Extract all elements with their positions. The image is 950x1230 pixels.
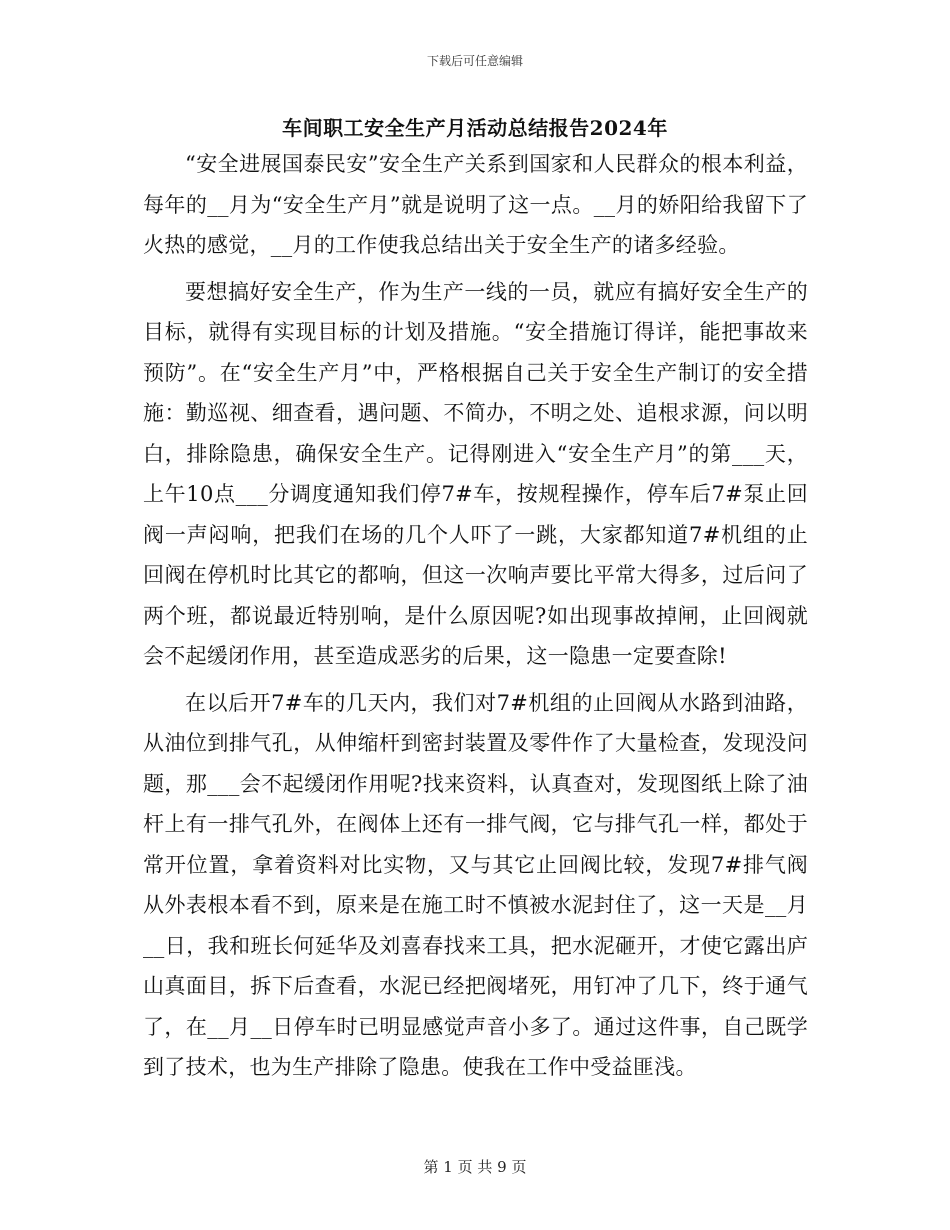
page-number: 第 1 页 共 9 页 [423,1158,527,1176]
header-note: 下载后可任意编辑 [426,54,523,68]
paragraph-2: 要想搞好安全生产，作为生产一线的一员，就应有搞好安全生产的目标，就得有实现目标的计划及措施。“安全措施订得详，能把事故来预防”。在“安全生产月”中，严格根据自己关于安全生产制订的安全措施：勤巡视、细查看，遇问题、不简办，不明之处、追根求源，问以明白，排除隐患，确保安全生产。记得刚进入“安全生产月”的第___天，上午10点___分调度通知我们停7#车，按规程操作，停车后7#泵止回阀一声闷响，把我们在场的几个人吓了一跳，大家都知道7#机组的止回阀在停机时比其它的都响，但这一次响声要比平常大得多，过后问了两个班，都说最近特别响，是什么原因呢?如出现事故掉闸，止回阀就会不起缓闭作用，甚至造成恶劣的后果，这一隐患一定要查除! [143,279,808,668]
document-body [143,144,808,1094]
paragraph-1: “安全进展国泰民安”安全生产关系到国家和人民群众的根本利益，每年的__月为“安全生产月”就是说明了这一点。__月的娇阳给我留下了火热的感觉，__月的工作使我总结出关于安全生产的诸多经验。 [143,152,808,257]
paragraph-3: 在以后开7#车的几天内，我们对7#机组的止回阀从水路到油路，从油位到排气孔，从伸缩杆到密封装置及零件作了大量检查，发现没问题，那___会不起缓闭作用呢?找来资料，认真查对，发现图纸上除了油杆上有一排气孔外，在阀体上还有一排气阀，它与排气孔一样，都处于常开位置，拿着资料对比实物，又与其它止回阀比较，发现7#排气阀从外表根本看不到，原来是在施工时不慎被水泥封住了，这一天是__月__日，我和班长何延华及刘喜春找来工具，把水泥砸开，才使它露出庐山真面目，拆下后查看，水泥已经把阀堵死，用钉冲了几下，终于通气了，在__月__日停车时已明显感觉声音小多了。通过这件事，自己既学到了技术，也为生产排除了隐患。使我在工作中受益匪浅。 [143,690,808,1079]
document-title: 车间职工安全生产月活动总结报告2024年 [282,116,668,140]
